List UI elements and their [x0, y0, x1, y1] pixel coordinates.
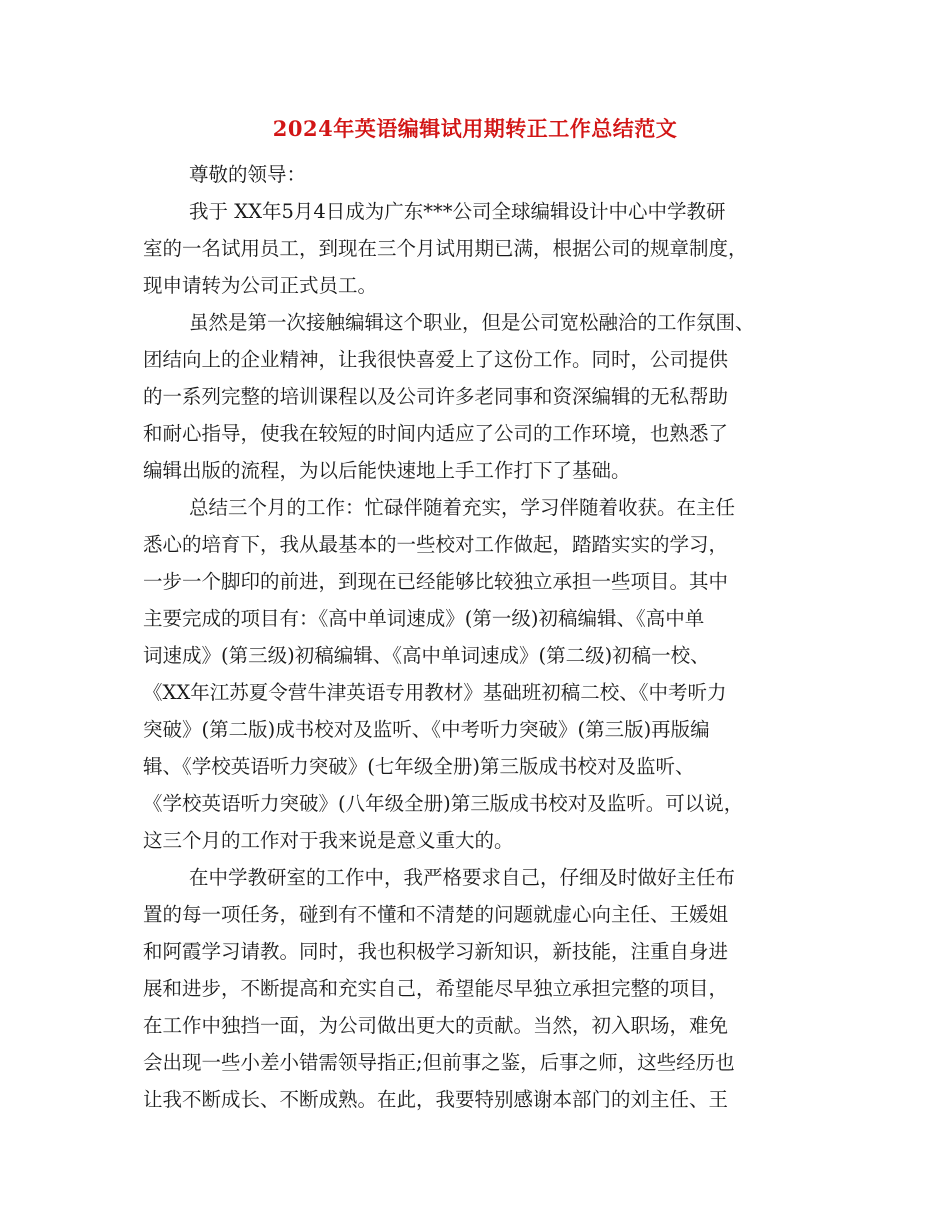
document-body — [143, 156, 808, 1118]
text-line: 我于 XX年5月4日成为广东***公司全球编辑设计中心中学教研 — [189, 200, 726, 223]
document-title: 2024年英语编辑试用期转正工作总结范文 — [272, 116, 678, 141]
text-line: 室的一名试用员工，到现在三个月试用期已满，根据公司的规章制度， — [143, 237, 748, 260]
text-line: 现申请转为公司正式员工。 — [143, 274, 378, 297]
text-line: 在工作中独挡一面，为公司做出更大的贡献。当然，初入职场，难免 — [143, 1014, 729, 1037]
text-line: 主要完成的项目有：《高中单词速成》(第一级)初稿编辑、《高中单 — [143, 607, 705, 630]
text-line: 这三个月的工作对于我来说是意义重大的。 — [143, 829, 514, 852]
text-line: 词速成》(第三级)初稿编辑、《高中单词速成》(第二级)初稿一校、 — [143, 644, 710, 667]
text-line: 一步一个脚印的前进，到现在已经能够比较独立承担一些项目。其中 — [143, 570, 729, 593]
text-line: 总结三个月的工作：忙碌伴随着充实，学习伴随着收获。在主任 — [189, 496, 736, 519]
text-line: 的一系列完整的培训课程以及公司许多老同事和资深编辑的无私帮助 — [143, 385, 729, 408]
text-line: 突破》(第二版)成书校对及监听、《中考听力突破》(第三版)再版编 — [143, 718, 710, 741]
text-line: 悉心的培育下，我从最基本的一些校对工作做起，踏踏实实的学习， — [143, 533, 729, 556]
text-line: 置的每一项任务，碰到有不懂和不清楚的问题就虚心向主任、王媛姐 — [143, 903, 729, 926]
text-line: 尊敬的领导： — [189, 163, 307, 186]
text-line: 辑、《学校英语听力突破》(七年级全册)第三版成书校对及监听、 — [143, 755, 695, 778]
text-line: 在中学教研室的工作中，我严格要求自己，仔细及时做好主任布 — [189, 866, 736, 889]
text-line: 和阿霞学习请教。同时，我也积极学习新知识，新技能，注重自身进 — [143, 940, 729, 963]
text-line: 编辑出版的流程，为以后能快速地上手工作打下了基础。 — [143, 459, 631, 482]
text-line: 《学校英语听力突破》(八年级全册)第三版成书校对及监听。可以说， — [143, 792, 744, 815]
text-line: 和耐心指导，使我在较短的时间内适应了公司的工作环境，也熟悉了 — [143, 422, 729, 445]
text-line: 展和进步，不断提高和充实自己，希望能尽早独立承担完整的项目， — [143, 977, 729, 1000]
text-line: 虽然是第一次接触编辑这个职业，但是公司宽松融洽的工作氛围、 — [189, 311, 755, 334]
text-line: 让我不断成长、不断成熟。在此，我要特别感谢本部门的刘主任、王 — [143, 1088, 729, 1111]
text-line: 《XX年江苏夏令营牛津英语专用教材》基础班初稿二校、《中考听力 — [143, 681, 727, 704]
text-line: 会出现一些小差小错需领导指正;但前事之鉴，后事之师，这些经历也 — [143, 1051, 735, 1074]
text-line: 团结向上的企业精神，让我很快喜爱上了这份工作。同时，公司提供 — [143, 348, 729, 371]
